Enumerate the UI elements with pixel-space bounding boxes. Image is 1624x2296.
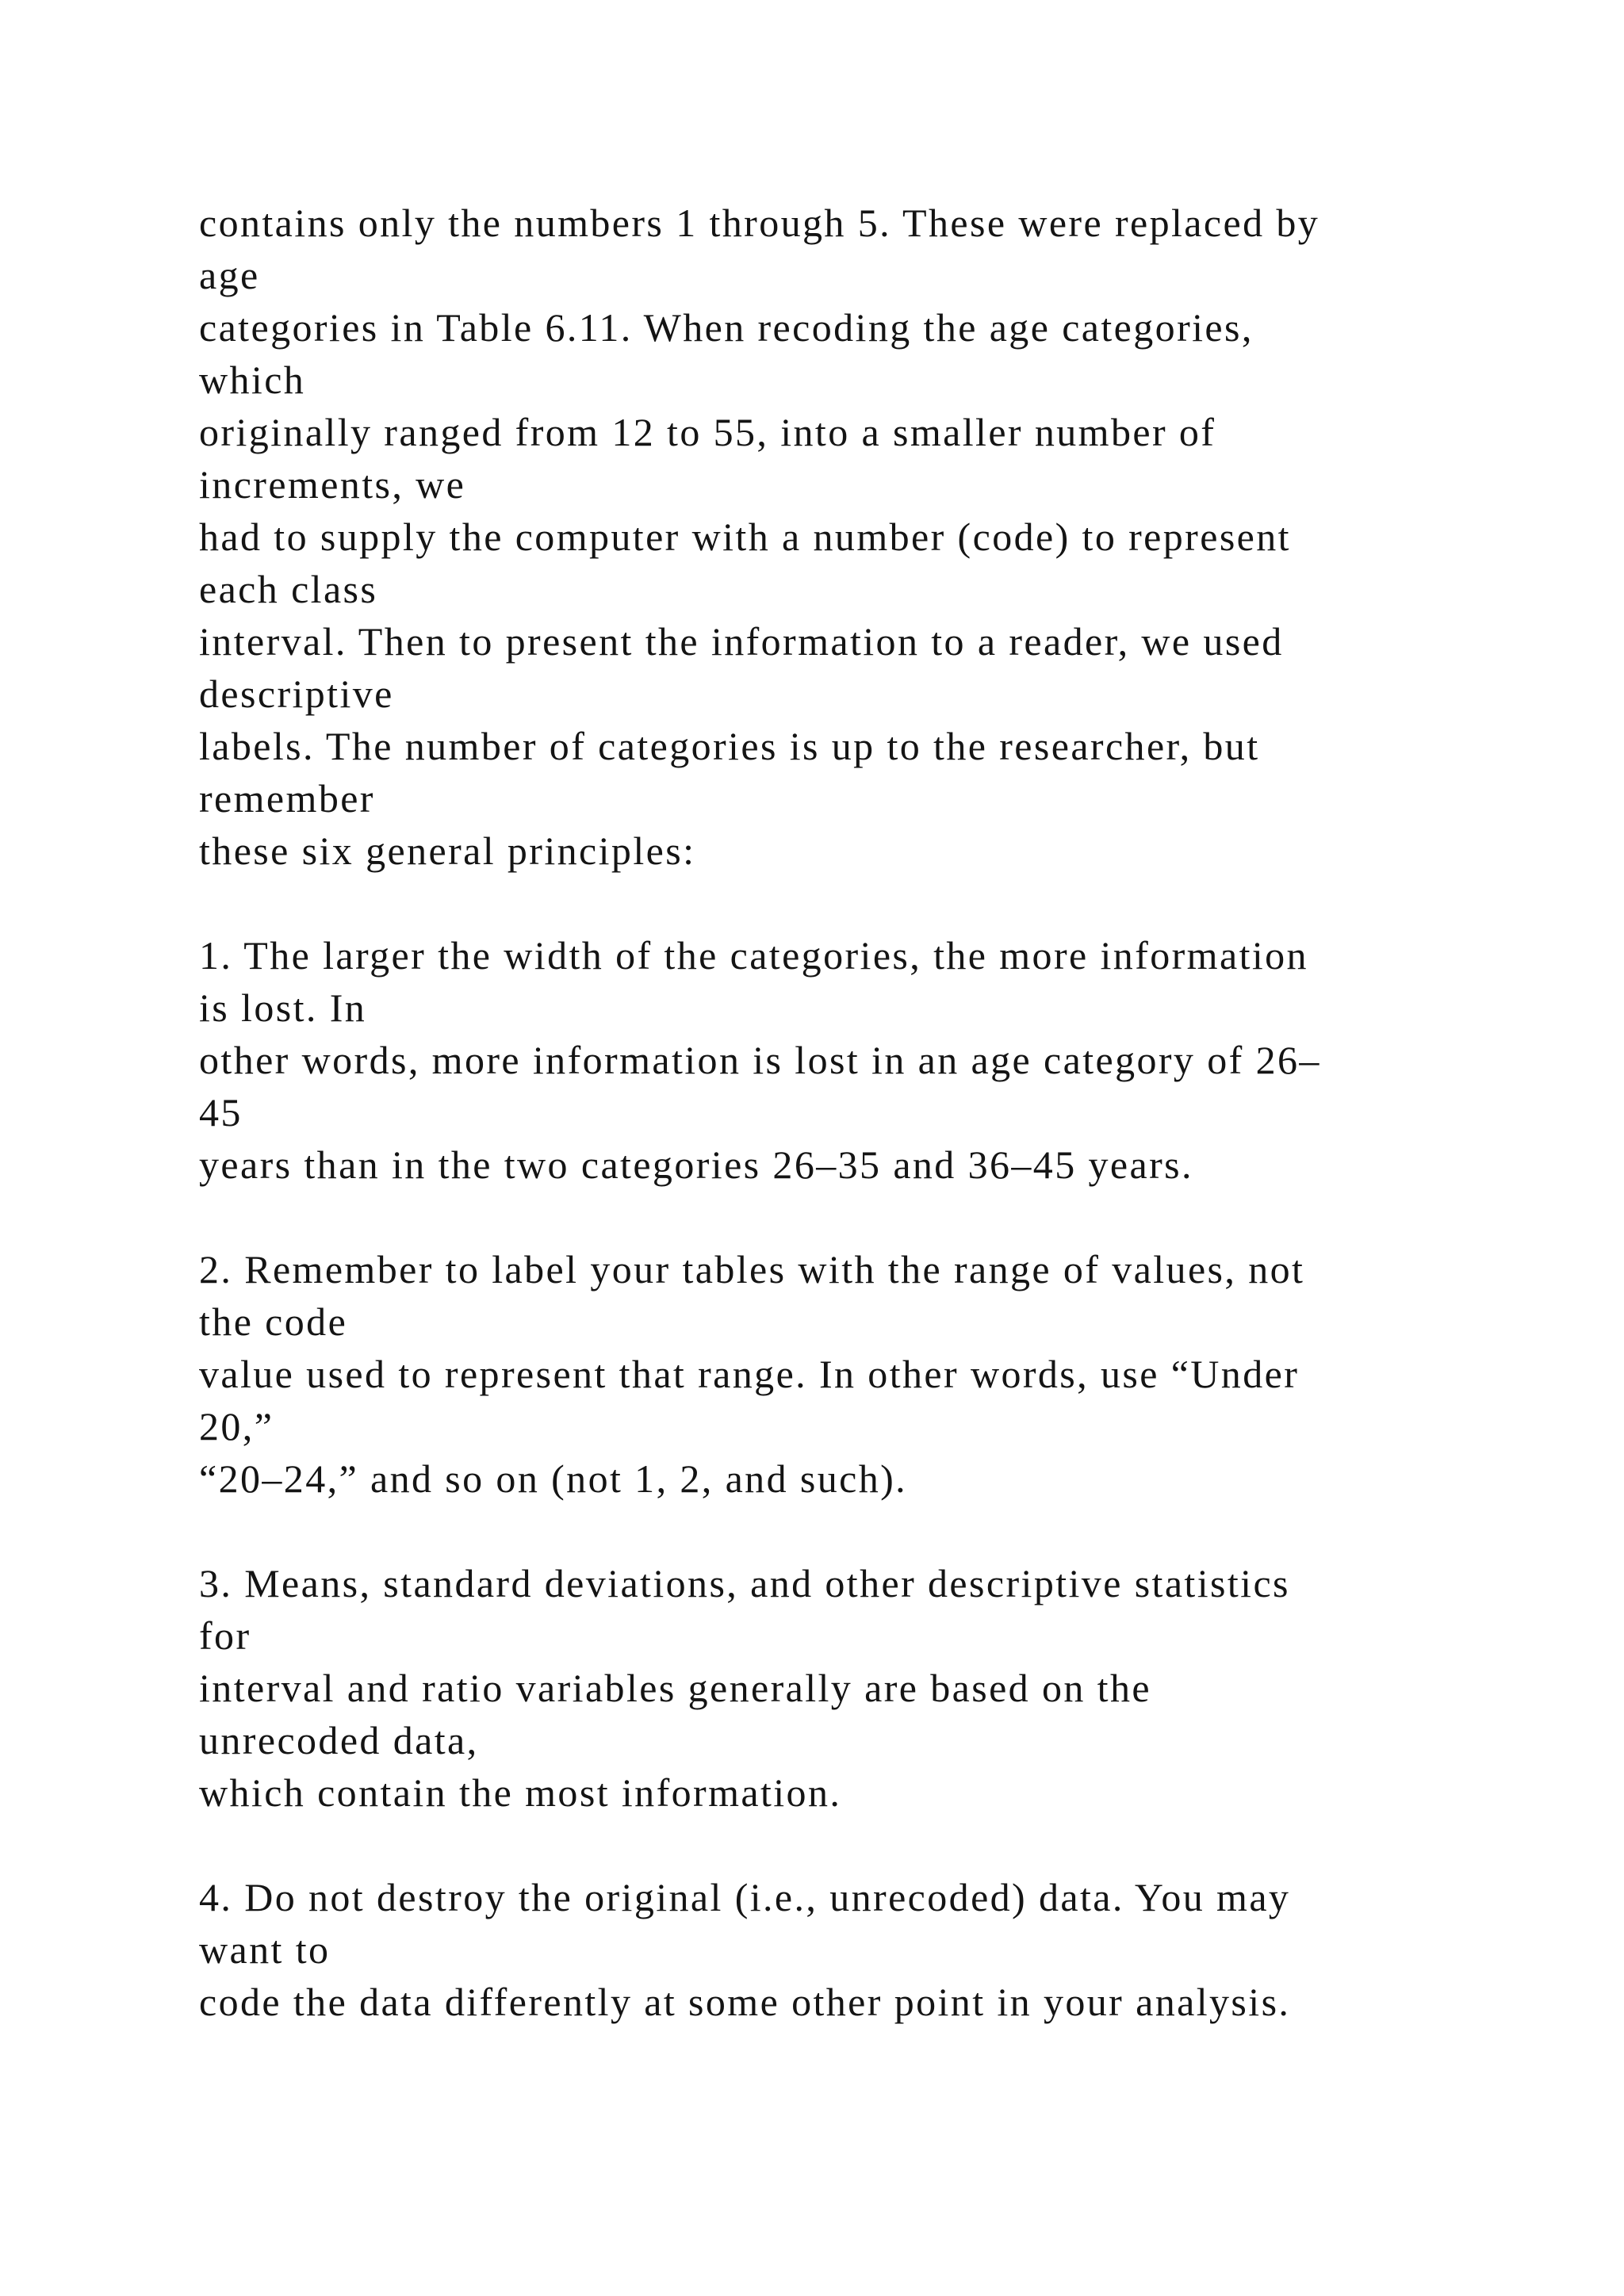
text-line: “20–24,” and so on (not 1, 2, and such). — [199, 1456, 908, 1501]
paragraph-spacer — [199, 1505, 1500, 1557]
text-line: interval. Then to present the information to a reader, we used — [199, 619, 1284, 664]
body-text — [199, 197, 1500, 2028]
paragraph-spacer — [199, 1191, 1500, 1243]
text-line: 1. The larger the width of the categories, the more information — [199, 933, 1308, 978]
text-line: had to supply the computer with a number (code) to represent — [199, 515, 1291, 559]
text-line: originally ranged from 12 to 55, into a smaller number of — [199, 410, 1216, 454]
text-line: want to — [199, 1927, 331, 1972]
text-line: each class — [199, 567, 378, 611]
text-line: labels. The number of categories is up to the researcher, but — [199, 724, 1260, 768]
paragraph-spacer — [199, 1819, 1500, 1871]
principle-3 — [199, 1557, 1500, 1819]
paragraph-spacer — [199, 877, 1500, 929]
principle-1 — [199, 929, 1500, 1191]
text-line: 20,” — [199, 1404, 274, 1448]
text-line: 4. Do not destroy the original (i.e., unrecoded) data. You may — [199, 1875, 1291, 1919]
text-line: remember — [199, 776, 375, 821]
principle-2 — [199, 1243, 1500, 1505]
text-line: which — [199, 358, 306, 402]
text-line: increments, we — [199, 462, 466, 507]
text-line: value used to represent that range. In other words, use “Under — [199, 1352, 1300, 1396]
text-line: code the data differently at some other point in your analysis. — [199, 1980, 1291, 2024]
text-line: categories in Table 6.11. When recoding the age categories, — [199, 305, 1254, 350]
principle-4 — [199, 1871, 1500, 2028]
text-line: descriptive — [199, 672, 394, 716]
text-line: unrecoded data, — [199, 1718, 479, 1762]
text-line: is lost. In — [199, 985, 367, 1030]
intro-paragraph — [199, 197, 1500, 877]
text-line: 3. Means, standard deviations, and other descriptive statistics — [199, 1561, 1290, 1605]
text-line: other words, more information is lost in an age category of 26– — [199, 1038, 1321, 1082]
text-line: interval and ratio variables generally are based on the — [199, 1666, 1151, 1710]
text-line: 45 — [199, 1090, 243, 1135]
text-line: these six general principles: — [199, 828, 696, 873]
text-line: 2. Remember to label your tables with the range of values, not — [199, 1247, 1305, 1292]
text-line: which contain the most information. — [199, 1770, 842, 1815]
text-line: age — [199, 253, 260, 297]
text-line: years than in the two categories 26–35 and 36–45 years. — [199, 1142, 1193, 1187]
text-line: the code — [199, 1299, 348, 1344]
text-line: contains only the numbers 1 through 5. These were replaced by — [199, 201, 1320, 245]
text-line: for — [199, 1613, 251, 1658]
